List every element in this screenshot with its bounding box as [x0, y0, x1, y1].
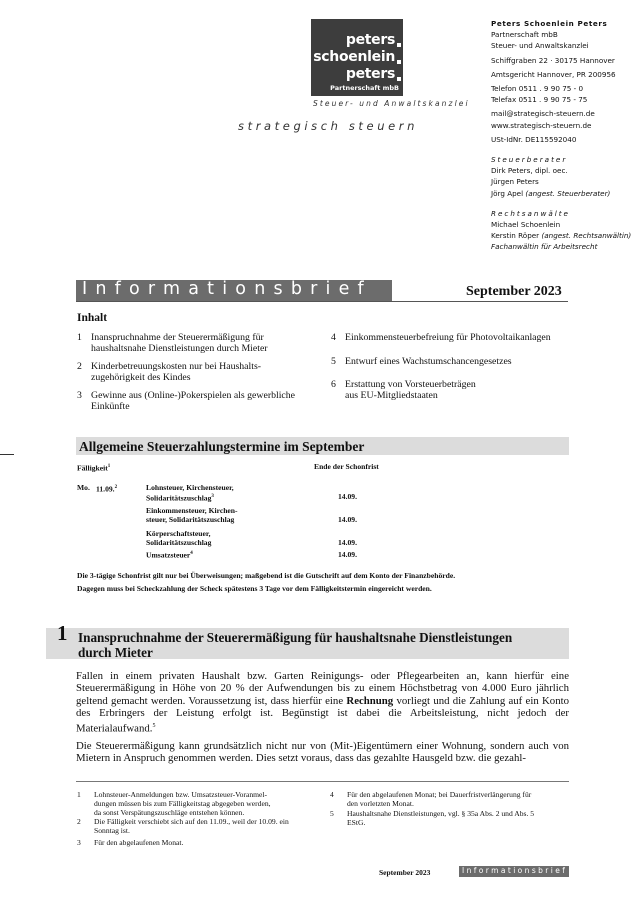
firm-fax: Telefax 0511 . 9 90 75 - 75: [491, 95, 588, 105]
due-date: 11.09.$^2$: [96, 484, 118, 494]
col-grace-header: Ende der Schonfrist: [314, 462, 379, 471]
logo-partnership: Partnerschaft mbB: [330, 84, 399, 92]
page-title: Informationsbrief: [82, 279, 372, 299]
firm-type: Steuer- und Anwaltskanzlei: [491, 41, 589, 51]
firm-address: Schiffgraben 22 · 30175 Hannover: [491, 55, 615, 65]
firm-web[interactable]: www.strategisch-steuern.de: [491, 120, 592, 130]
footnote: 3 Für den abgelaufenen Monat.: [77, 838, 184, 847]
lawyer-heading: Rechtsanwälte: [491, 208, 570, 218]
tax-item: Einkommensteuer, Kirchen- steuer, Solidaritätszuschlag: [146, 506, 238, 524]
tax-item: Lohnsteuer, Kirchensteuer, Solidaritätszuschlag$^3$: [146, 483, 234, 503]
firm-phone: Telefon 0511 . 9 90 75 - 0: [491, 84, 584, 94]
logo-line-2: schoenlein: [313, 49, 395, 65]
logo-square: [397, 77, 401, 81]
tax-advisor-1: Dirk Peters, dipl. oec.: [491, 166, 568, 176]
tax-advisor-3: Jörg Apel (angest. Steuerberater): [491, 188, 611, 198]
tax-item-end: 14.09.: [338, 538, 357, 547]
toc-heading: Inhalt: [77, 312, 108, 324]
lawyer-1: Michael Schoenlein: [491, 220, 561, 230]
firm-info: [491, 18, 639, 253]
issue-date: September 2023: [466, 284, 562, 299]
firm-name: Peters Schoenlein Peters: [491, 19, 608, 28]
col-due-header: Fälligkeit$^1$: [77, 463, 111, 473]
footer-title: Informationsbrief: [462, 866, 568, 875]
toc-item[interactable]: 1 Inanspruchnahme der Steuerermäßigung für haushaltsnahe Dienstleistungen durch Mieter: [77, 332, 268, 354]
lawyer-2: Kerstin Röper (angest. Rechtsanwältin): [491, 231, 632, 241]
logo: [311, 19, 403, 96]
tax-item-end: 14.09.: [338, 515, 357, 524]
toc-item[interactable]: 4 Einkommensteuerbefreiung für Photovoltaikanlagen: [331, 332, 551, 343]
logo-square: [397, 43, 401, 47]
paragraph: Die Steuerermäßigung kann grundsätzlich nicht nur von (Mit-)Eigentümern einer Wohnung, sondern auch von Mietern in Anspruch genommen werden. Dies setzt voraus, dass das gezahlte Hausgeld bzw. die gezahl-: [76, 739, 569, 765]
section-1-number: 1: [57, 621, 68, 645]
paragraph: Fallen in einem privaten Haushalt bzw. Garten Reinigungs- oder Pflegearbeiten an, kann hierfür eine Steuerermäßigung in Höhe von 20 % der Aufwendungen bis zu einem Höchstbetrag von 4.000 Euro jährlich geltend gemacht werden. Voraussetzung ist, dass hierfür eine Rechnung vorliegt und die Zahlung auf ein Konto des Erbringers der Leistung erfolgt ist. Begünstigt ist dabei die Arbeitsleistung, nicht jedoch der Materialaufwand.$^5$: [76, 670, 569, 735]
lawyer-2-specialty: Fachanwältin für Arbeitsrecht: [491, 242, 598, 252]
firm-email[interactable]: mail@strategisch-steuern.de: [491, 109, 595, 119]
footnote: 4 Für den abgelaufenen Monat; bei Dauerfristverlängerung für den vorletzten Monat.: [330, 790, 532, 808]
logo-slogan: strategisch steuern: [238, 119, 418, 133]
firm-vat: USt-IdNr. DE115592040: [491, 134, 577, 144]
toc-item[interactable]: 5 Entwurf eines Wachstumschancengesetzes: [331, 356, 512, 367]
footer-date: September 2023: [379, 868, 431, 877]
due-day: Mo.: [77, 483, 90, 492]
firm-court: Amtsgericht Hannover, PR 200956: [491, 69, 616, 79]
toc-item[interactable]: 2 Kinderbetreuungskosten nur bei Haushalts- zugehörigkeit des Kindes: [77, 361, 262, 383]
logo-square: [397, 60, 401, 64]
crop-mark: [0, 454, 14, 455]
footnote: 5 Haushaltsnahe Dienstleistungen, vgl. § 35a Abs. 2 und Abs. 5 EStG.: [330, 809, 535, 827]
firm-form: Partnerschaft mbB: [491, 30, 558, 40]
tax-item-end: 14.09.: [338, 492, 357, 501]
footnote: 1 Lohnsteuer-Anmeldungen bzw. Umsatzsteuer-Voranmel- dungen müssen bis zum Fälligkeitstag abgegeben werden, da sonst Verspätungszuschläge entstehen können.: [77, 790, 271, 817]
section-1-title: Inanspruchnahme der Steuerermäßigung für haushaltsnahe Dienstleistungen durch Mieter: [78, 630, 513, 660]
toc-item[interactable]: 6 Erstattung von Vorsteuerbeträgen aus EU-Mitgliedstaaten: [331, 379, 476, 401]
toc-item[interactable]: 3 Gewinne aus (Online-)Pokerspielen als gewerbliche Einkünfte: [77, 390, 296, 412]
tax-advisor-2: Jürgen Peters: [491, 177, 539, 187]
tax-item-end: 14.09.: [338, 550, 357, 559]
footnote: 2 Die Fälligkeit verschiebt sich auf den 11.09., weil der 10.09. ein Sonntag ist.: [77, 817, 289, 835]
tax-dates-heading: Allgemeine Steuerzahlungstermine im September: [79, 439, 365, 454]
footnote-rule: [76, 781, 569, 782]
section-1-body: [76, 670, 569, 769]
tax-note-2: Dagegen muss bei Scheckzahlung der Scheck spätestens 3 Tage vor dem Fälligkeitstermin eingereicht werden.: [77, 584, 432, 593]
header-rule: [76, 301, 568, 302]
logo-line-1: peters: [345, 32, 395, 48]
tax-advisor-heading: Steuerberater: [491, 155, 568, 165]
tax-note-1: Die 3-tägige Schonfrist gilt nur bei Überweisungen; maßgebend ist die Gutschrift auf dem Konto der Finanzbehörde.: [77, 571, 456, 580]
tax-item: Körperschaftsteuer, Solidaritätszuschlag: [146, 529, 212, 547]
tax-item: Umsatzsteuer$^4$: [146, 550, 193, 560]
logo-tagline: Steuer- und Anwaltskanzlei: [313, 99, 470, 108]
logo-line-3: peters: [345, 66, 395, 82]
